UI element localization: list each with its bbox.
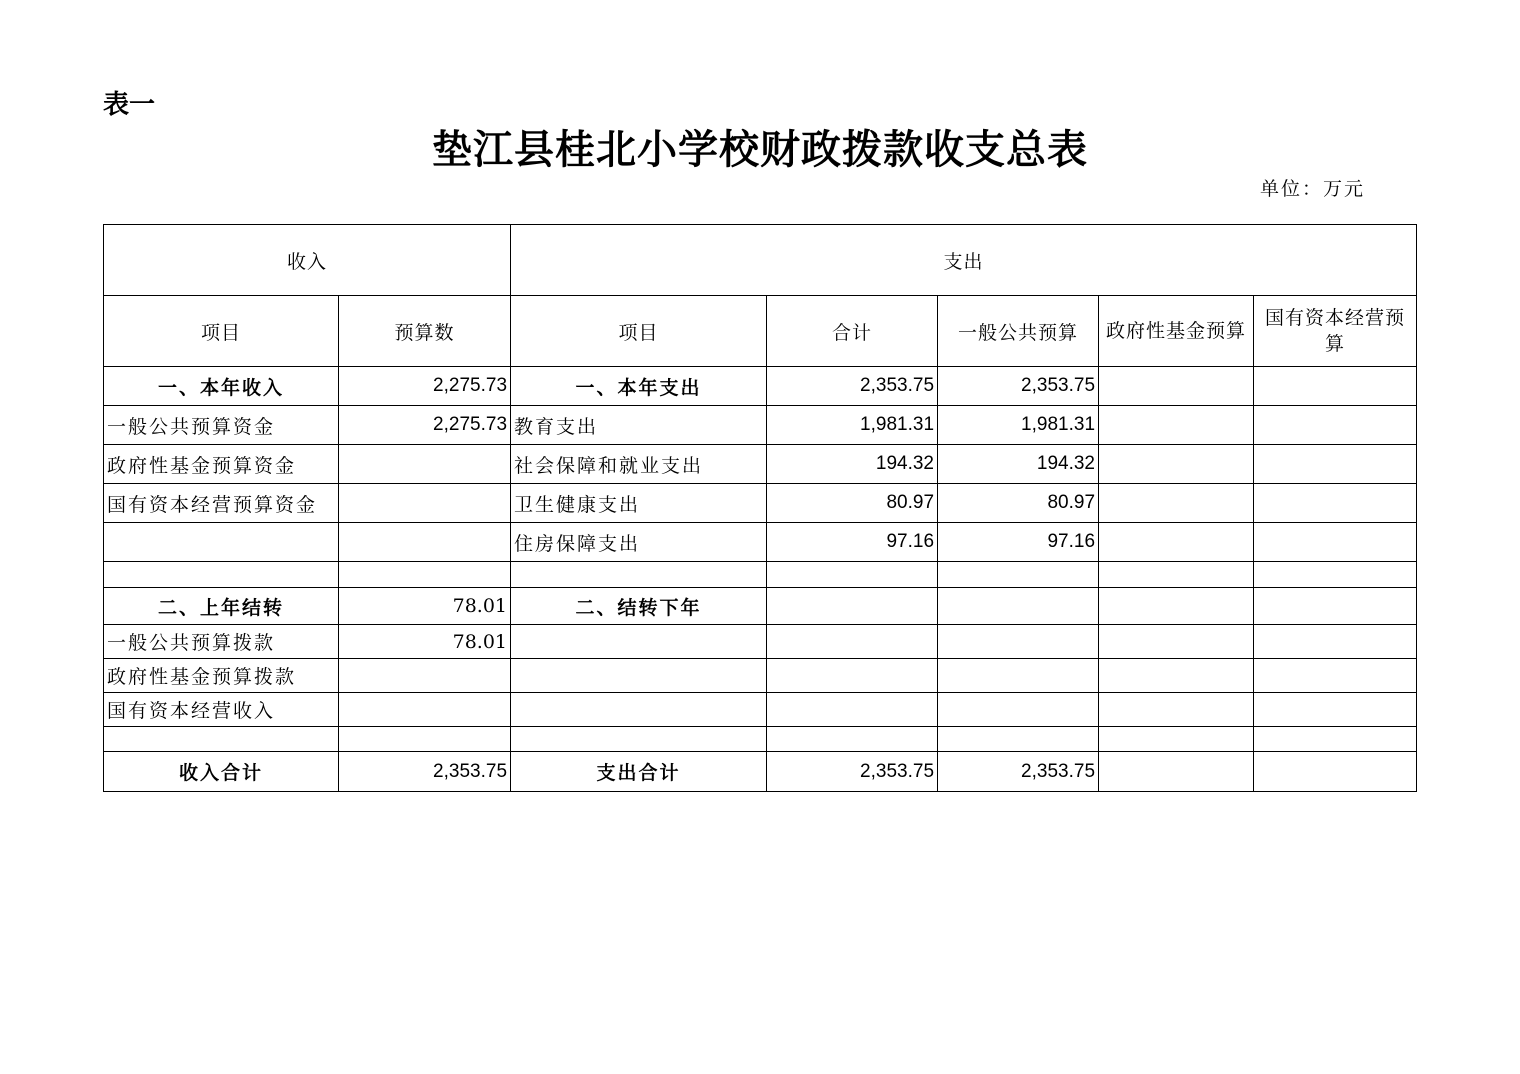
expense-general [938,693,1099,727]
expense-state-capital [1254,625,1417,659]
income-item: 国有资本经营预算资金 [104,484,339,523]
expense-gov-fund [1099,625,1254,659]
income-amount: 2,275.73 [339,406,511,445]
income-item: 政府性基金预算资金 [104,445,339,484]
expense-gov-fund [1099,727,1254,752]
expense-item [511,625,767,659]
income-amount [339,562,511,588]
expense-total: 1,981.31 [767,406,938,445]
expense-state-capital [1254,484,1417,523]
expense-item [511,727,767,752]
income-item: 一般公共预算拨款 [104,625,339,659]
expense-general: 80.97 [938,484,1099,523]
expense-state-capital [1254,727,1417,752]
expense-gov-fund [1099,484,1254,523]
col-income-item: 项目 [104,296,339,367]
expense-state-capital [1254,562,1417,588]
col-state-capital-budget: 国有资本经营预算 [1254,296,1417,367]
income-item: 二、上年结转 [104,588,339,625]
expense-total-label: 支出合计 [511,752,767,792]
expense-item: 一、本年支出 [511,367,767,406]
expense-item: 教育支出 [511,406,767,445]
expense-general: 2,353.75 [938,752,1099,792]
expense-state-capital [1254,367,1417,406]
expense-total [767,693,938,727]
table-row [104,625,1417,659]
col-total: 合计 [767,296,938,367]
col-income-budget: 预算数 [339,296,511,367]
expense-gov-fund [1099,367,1254,406]
income-item: 国有资本经营收入 [104,693,339,727]
expense-gov-fund [1099,523,1254,562]
expense-header: 支出 [511,225,1417,296]
table-row [104,484,1417,523]
expense-state-capital [1254,588,1417,625]
income-item: 一、本年收入 [104,367,339,406]
expense-item: 社会保障和就业支出 [511,445,767,484]
expense-state-capital [1254,693,1417,727]
expense-total [767,727,938,752]
income-amount: 78.01 [339,625,511,659]
header-row-top [104,225,1417,296]
expense-state-capital [1254,523,1417,562]
income-amount [339,693,511,727]
table-row [104,588,1417,625]
expense-item: 卫生健康支出 [511,484,767,523]
table-label: 表一 [103,90,156,120]
income-header: 收入 [104,225,511,296]
col-general-budget: 一般公共预算 [938,296,1099,367]
table-row [104,523,1417,562]
expense-state-capital [1254,659,1417,693]
expense-state-capital [1254,445,1417,484]
expense-gov-fund [1099,752,1254,792]
income-item [104,727,339,752]
income-item: 政府性基金预算拨款 [104,659,339,693]
expense-item [511,562,767,588]
income-total-amount: 2,353.75 [339,752,511,792]
expense-general [938,727,1099,752]
income-total-label: 收入合计 [104,752,339,792]
expense-item: 住房保障支出 [511,523,767,562]
expense-general: 2,353.75 [938,367,1099,406]
expense-total [767,659,938,693]
header-row-columns [104,296,1417,367]
col-expense-item: 项目 [511,296,767,367]
income-amount: 2,275.73 [339,367,511,406]
expense-state-capital [1254,406,1417,445]
income-amount: 78.01 [339,588,511,625]
expense-total [767,562,938,588]
col-gov-fund-budget: 政府性基金预算 [1099,296,1254,367]
expense-item: 二、结转下年 [511,588,767,625]
table-row [104,659,1417,693]
income-amount [339,727,511,752]
totals-row [104,752,1417,792]
expense-gov-fund [1099,693,1254,727]
unit-note: 单位：万元 [1260,178,1366,200]
table-row [104,693,1417,727]
expense-total [767,625,938,659]
expense-total: 97.16 [767,523,938,562]
expense-total [767,588,938,625]
expense-general: 1,981.31 [938,406,1099,445]
budget-table [103,224,1417,792]
expense-gov-fund [1099,406,1254,445]
expense-general [938,625,1099,659]
expense-total: 2,353.75 [767,367,938,406]
expense-general [938,659,1099,693]
expense-item [511,693,767,727]
income-amount [339,523,511,562]
expense-general [938,588,1099,625]
page-title: 垫江县桂北小学校财政拨款收支总表 [432,126,1088,173]
income-item: 一般公共预算资金 [104,406,339,445]
income-amount [339,659,511,693]
expense-total: 80.97 [767,484,938,523]
table-row [104,406,1417,445]
expense-gov-fund [1099,562,1254,588]
expense-total: 194.32 [767,445,938,484]
expense-gov-fund [1099,588,1254,625]
expense-total: 2,353.75 [767,752,938,792]
income-amount [339,484,511,523]
table-row [104,367,1417,406]
income-item [104,562,339,588]
expense-gov-fund [1099,659,1254,693]
expense-general [938,562,1099,588]
expense-general: 97.16 [938,523,1099,562]
income-amount [339,445,511,484]
income-item [104,523,339,562]
table-row [104,445,1417,484]
expense-general: 194.32 [938,445,1099,484]
expense-state-capital [1254,752,1417,792]
expense-gov-fund [1099,445,1254,484]
table-row [104,727,1417,752]
expense-item [511,659,767,693]
table-row [104,562,1417,588]
